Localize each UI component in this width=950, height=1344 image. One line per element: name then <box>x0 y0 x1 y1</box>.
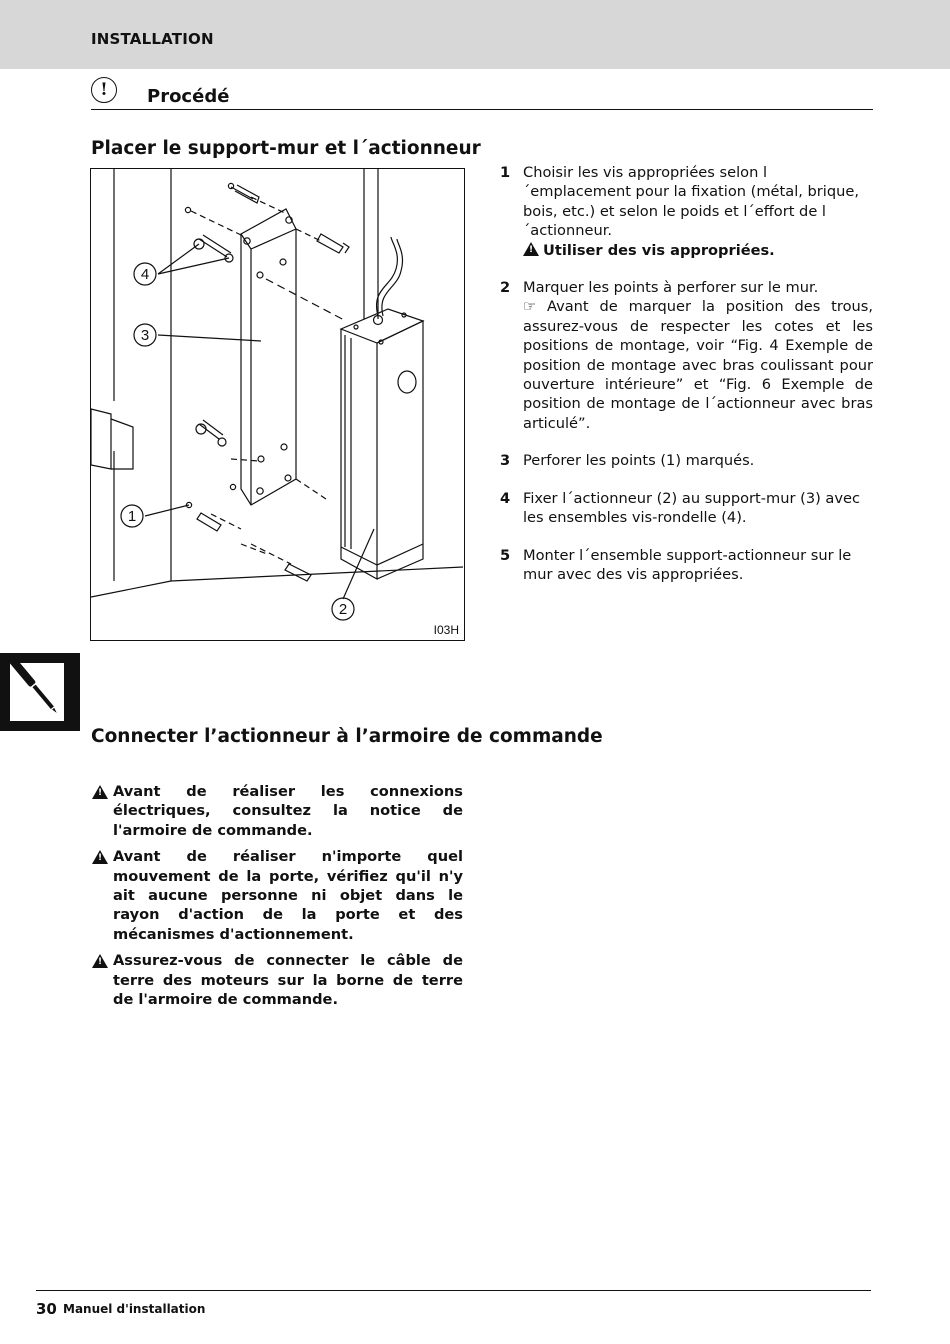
warnings-list <box>91 782 463 1016</box>
callout-1: 1 <box>127 508 137 525</box>
step-text: Monter l´ensemble support-actionneur sur le mur avec des vis appropriées. <box>523 546 852 583</box>
step-text: Fixer l´actionneur (2) au support-mur (3) avec les ensembles vis-rondelle (4). <box>523 489 861 527</box>
side-tab <box>0 653 80 731</box>
footer-divider <box>36 1290 871 1291</box>
procedure-divider <box>91 109 873 110</box>
warning-item <box>91 951 463 1009</box>
step-text: Perforer les points (1) marqués. <box>523 452 755 470</box>
step-3 <box>500 451 873 470</box>
warning-text: Assurez-vous de connecter le câble de terre des moteurs sur la borne de terre de l'armoire de commande. <box>113 952 463 1009</box>
step-number: 4 <box>500 489 511 507</box>
step-note <box>523 297 873 433</box>
step-2 <box>500 278 873 433</box>
step-5 <box>500 546 873 585</box>
screwdriver-icon <box>0 653 80 731</box>
callout-3: 3 <box>140 327 150 344</box>
warning-triangle-icon <box>92 954 108 968</box>
figure-drawing <box>91 169 464 640</box>
warning-text: Avant de réaliser n'importe quel mouvement de la porte, vérifiez qu'il n'y ait aucune personne ni objet dans le rayon d'action de la porte et des mécanismes d'actionnement. <box>113 848 463 943</box>
step-number: 5 <box>500 546 511 564</box>
step-warning-text: Utiliser des vis appropriées. <box>543 241 775 259</box>
step-text: Choisir les vis appropriées selon l´emplacement pour la fixation (métal, brique, bois, etc.) et selon le poids et l´effort de l´actionneur. <box>523 164 859 240</box>
callout-4: 4 <box>140 266 150 283</box>
exclamation-circle-icon: ! <box>91 77 117 103</box>
section-header: INSTALLATION <box>91 30 214 48</box>
step-4 <box>500 489 873 528</box>
step-text: Marquer les points à perforer sur le mur. <box>523 279 819 297</box>
warning-item <box>91 782 463 840</box>
warning-triangle-icon <box>92 850 108 864</box>
warning-text: Avant de réaliser les connexions électriques, consultez la notice de l'armoire de commande. <box>113 783 463 839</box>
step-note-text: Avant de marquer la position des trous, assurez-vous de respecter les cotes et les positions de montage, voir “Fig. 4 Exemple de position de montage avec bras coulissant pour ouverture intérieure” et “Fig. 6 Exemple de position de montage de l´actionneur avec bras articulé”. <box>523 298 873 432</box>
footer-label: Manuel d'installation <box>63 1302 206 1316</box>
step-number: 3 <box>500 452 511 470</box>
installation-figure <box>90 168 465 641</box>
steps-list <box>500 163 873 602</box>
step-warning <box>523 241 873 260</box>
procedure-title: Procédé <box>147 86 230 107</box>
section2-title: Connecter l’actionneur à l’armoire de commande <box>91 726 603 747</box>
pointing-hand-icon: ☞ <box>523 298 537 316</box>
step-1 <box>500 163 873 260</box>
callout-2: 2 <box>338 601 348 618</box>
warning-triangle-icon <box>92 785 108 799</box>
step-number: 1 <box>500 164 511 181</box>
section1-title: Placer le support-mur et l´actionneur <box>91 138 481 159</box>
figure-code: I03H <box>433 623 459 637</box>
page-number: 30 <box>36 1300 57 1318</box>
step-number: 2 <box>500 279 511 297</box>
warning-item <box>91 847 463 944</box>
warning-triangle-icon <box>523 242 539 256</box>
